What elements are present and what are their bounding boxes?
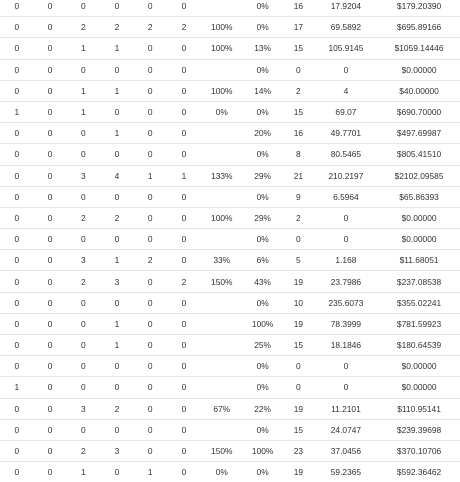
value-cell: 78.3999 [314, 313, 378, 334]
col-3-cell: 2 [66, 440, 100, 461]
col-6-cell: 0 [167, 292, 202, 313]
col-1-cell: 0 [0, 292, 34, 313]
col-2-cell: 0 [34, 186, 67, 207]
table-row [0, 207, 460, 228]
table-row [0, 165, 460, 186]
share-percent-cell: 100% [242, 313, 283, 334]
table-row [0, 419, 460, 440]
col-1-cell: 0 [0, 17, 34, 38]
col-1-cell: 0 [0, 229, 34, 250]
amount-cell: $690.70000 [378, 101, 460, 122]
amount-cell: $180.64539 [378, 335, 460, 356]
ratio-percent-cell [201, 356, 242, 377]
table-row [0, 250, 460, 271]
col-3-cell: 1 [66, 38, 100, 59]
value-cell: 49.7701 [314, 123, 378, 144]
col-4-cell: 0 [100, 186, 134, 207]
ratio-percent-cell [201, 229, 242, 250]
count-cell: 21 [283, 165, 314, 186]
value-cell: 11.2101 [314, 398, 378, 419]
value-cell: 0 [314, 229, 378, 250]
col-3-cell: 0 [66, 292, 100, 313]
col-6-cell: 0 [181, 467, 187, 478]
col-5-cell: 0 [134, 229, 167, 250]
col-4-cell: 3 [100, 271, 134, 292]
col-5-cell: 0 [134, 0, 167, 17]
col-5-cell: 0 [134, 59, 167, 80]
count-cell: 19 [283, 398, 314, 419]
col-6-cell: 0 [167, 144, 202, 165]
ratio-percent-cell: 133% [201, 165, 242, 186]
value-cell: 0 [314, 207, 378, 228]
col-1-cell: 0 [0, 356, 34, 377]
col-4-cell: 1 [100, 80, 134, 101]
col-2-cell: 0 [34, 123, 67, 144]
col-3-cell: 0 [66, 419, 100, 440]
col-2-cell: 0 [34, 377, 67, 398]
count-cell: 15 [283, 335, 314, 356]
col-6-cell: 0 [167, 123, 202, 144]
count-cell: 5 [283, 250, 314, 271]
col-6-cell: 0 [167, 101, 202, 122]
col-5-cell: 0 [134, 123, 167, 144]
col-4-cell: 1 [100, 313, 134, 334]
amount-cell: $2102.09585 [378, 165, 460, 186]
count-cell: 16 [283, 0, 314, 17]
amount-cell: $781.59923 [378, 313, 460, 334]
ratio-percent-cell [201, 292, 242, 313]
share-percent-cell: 22% [242, 398, 283, 419]
col-4-cell: 1 [100, 123, 134, 144]
col-5-cell: 1 [147, 467, 153, 478]
col-1-cell: 1 [0, 377, 34, 398]
share-percent-cell: 0% [242, 377, 283, 398]
value-cell: 80.5465 [314, 144, 378, 165]
share-percent-cell: 25% [242, 335, 283, 356]
count-cell: 2 [283, 80, 314, 101]
col-4-cell: 2 [100, 207, 134, 228]
col-6-cell: 0 [167, 207, 202, 228]
col-5-cell: 0 [134, 377, 167, 398]
col-4-cell: 2 [100, 398, 134, 419]
count-cell: 15 [283, 101, 314, 122]
ratio-percent-cell [201, 0, 242, 17]
col-2-cell: 0 [34, 250, 67, 271]
col-2-cell: 0 [34, 335, 67, 356]
col-3-cell: 3 [66, 398, 100, 419]
col-5-cell: 0 [134, 207, 167, 228]
value-cell: 1.168 [314, 250, 378, 271]
table-row [0, 38, 460, 59]
col-2-cell: 0 [34, 207, 67, 228]
col-1-cell: 0 [0, 186, 34, 207]
col-5-cell: 0 [134, 313, 167, 334]
col-3-cell: 1 [80, 467, 86, 478]
col-1-cell: 0 [0, 440, 34, 461]
ratio-percent-cell [201, 377, 242, 398]
col-4-cell: 0 [100, 292, 134, 313]
col-3-cell: 0 [66, 59, 100, 80]
count-cell: 8 [283, 144, 314, 165]
col-4-cell: 0 [100, 144, 134, 165]
col-4-cell: 3 [100, 440, 134, 461]
value-cell: 18.1846 [314, 335, 378, 356]
count-cell: 0 [283, 229, 314, 250]
col-4-cell: 0 [100, 101, 134, 122]
col-2-cell: 0 [34, 101, 67, 122]
share-percent-cell: 43% [242, 271, 283, 292]
value-cell: 69.5892 [314, 17, 378, 38]
col-5-cell: 0 [134, 80, 167, 101]
share-percent-cell: 0% [242, 229, 283, 250]
col-5-cell: 0 [134, 271, 167, 292]
table-row [0, 229, 460, 250]
col-3-cell: 0 [66, 186, 100, 207]
col-5-cell: 1 [134, 165, 167, 186]
col-1-cell: 0 [0, 38, 34, 59]
share-percent-cell: 0% [242, 356, 283, 377]
ratio-percent-cell: 67% [201, 398, 242, 419]
value-cell: 37.0456 [314, 440, 378, 461]
table-row [0, 0, 460, 17]
col-1-cell: 0 [0, 0, 34, 17]
col-4-cell: 2 [100, 17, 134, 38]
col-4-cell: 0 [100, 229, 134, 250]
count-cell: 2 [283, 207, 314, 228]
col-5-cell: 0 [134, 419, 167, 440]
col-4-cell: 0 [114, 467, 120, 478]
share-percent-cell: 0% [242, 59, 283, 80]
count-cell: 19 [283, 271, 314, 292]
col-1-cell: 0 [0, 419, 34, 440]
col-6-cell: 0 [167, 419, 202, 440]
amount-cell: $40.00000 [378, 80, 460, 101]
count-cell: 15 [283, 419, 314, 440]
col-2-cell: 0 [34, 292, 67, 313]
col-3-cell: 1 [66, 101, 100, 122]
amount-cell: $1059.14446 [378, 38, 460, 59]
col-1-cell: 0 [0, 59, 34, 80]
col-3-cell: 0 [66, 123, 100, 144]
col-2-cell: 0 [34, 144, 67, 165]
share-percent-cell: 100% [242, 440, 283, 461]
count-cell: 15 [283, 38, 314, 59]
col-6-cell: 0 [167, 38, 202, 59]
table-row [0, 377, 460, 398]
count-cell: 10 [283, 292, 314, 313]
col-6-cell: 0 [167, 80, 202, 101]
col-2-cell: 0 [34, 440, 67, 461]
col-5-cell: 0 [134, 38, 167, 59]
amount-cell: $239.39698 [378, 419, 460, 440]
col-2-cell: 0 [34, 38, 67, 59]
col-6-cell: 2 [167, 271, 202, 292]
ratio-percent-cell [201, 313, 242, 334]
share-percent-cell: 0% [242, 186, 283, 207]
ratio-percent-cell: 100% [201, 80, 242, 101]
count-cell: 23 [283, 440, 314, 461]
col-1-cell: 0 [0, 271, 34, 292]
col-5-cell: 0 [134, 186, 167, 207]
share-percent-cell: 0% [242, 17, 283, 38]
col-5-cell: 2 [134, 17, 167, 38]
col-2-cell: 0 [34, 356, 67, 377]
table-row [0, 271, 460, 292]
col-2-cell: 0 [34, 80, 67, 101]
col-5-cell: 0 [134, 440, 167, 461]
table-row [0, 144, 460, 165]
col-1-cell: 0 [0, 313, 34, 334]
col-1-cell: 0 [0, 144, 34, 165]
ratio-percent-cell: 0% [215, 467, 228, 478]
col-4-cell: 1 [100, 38, 134, 59]
table-row [0, 440, 460, 461]
value-cell: 17.9204 [314, 0, 378, 17]
col-3-cell: 0 [66, 356, 100, 377]
table-row [0, 462, 460, 482]
value-cell: 0 [314, 377, 378, 398]
ratio-percent-cell: 150% [201, 271, 242, 292]
col-6-cell: 0 [167, 377, 202, 398]
share-percent-cell: 29% [242, 207, 283, 228]
value-cell: 0 [314, 59, 378, 80]
value-cell: 0 [314, 356, 378, 377]
count-cell: 19 [283, 313, 314, 334]
count-cell: 17 [283, 17, 314, 38]
col-5-cell: 0 [134, 292, 167, 313]
ratio-percent-cell [201, 419, 242, 440]
share-percent-cell: 29% [242, 165, 283, 186]
ratio-percent-cell: 100% [201, 207, 242, 228]
share-percent-cell: 0% [242, 101, 283, 122]
col-6-cell: 0 [167, 356, 202, 377]
col-2-cell: 0 [34, 419, 67, 440]
col-3-cell: 1 [66, 80, 100, 101]
table-row [0, 313, 460, 334]
col-6-cell: 0 [167, 0, 202, 17]
col-6-cell: 2 [167, 17, 202, 38]
col-1-cell: 0 [14, 467, 20, 478]
table-row [0, 80, 460, 101]
col-2-cell: 0 [34, 59, 67, 80]
amount-cell: $0.00000 [378, 59, 460, 80]
col-1-cell: 0 [0, 335, 34, 356]
share-percent-cell: 0% [242, 0, 283, 17]
count-cell: 16 [283, 123, 314, 144]
col-3-cell: 2 [66, 207, 100, 228]
col-4-cell: 1 [100, 250, 134, 271]
col-2-cell: 0 [34, 229, 67, 250]
value-cell: 23.7986 [314, 271, 378, 292]
col-3-cell: 0 [66, 229, 100, 250]
col-6-cell: 0 [167, 186, 202, 207]
value-cell: 4 [314, 80, 378, 101]
col-2-cell: 0 [34, 271, 67, 292]
col-2-cell: 0 [34, 17, 67, 38]
col-1-cell: 0 [0, 80, 34, 101]
col-4-cell: 4 [100, 165, 134, 186]
table-row [0, 123, 460, 144]
amount-cell: $592.36462 [396, 467, 442, 478]
share-percent-cell: 20% [242, 123, 283, 144]
ratio-percent-cell [201, 186, 242, 207]
share-percent-cell: 14% [242, 80, 283, 101]
col-5-cell: 0 [134, 335, 167, 356]
table-row [0, 101, 460, 122]
value-cell: 59.2365 [330, 467, 362, 478]
ratio-percent-cell [201, 335, 242, 356]
amount-cell: $695.89166 [378, 17, 460, 38]
amount-cell: $0.00000 [378, 377, 460, 398]
count-cell: 9 [283, 186, 314, 207]
count-cell: 0 [283, 377, 314, 398]
value-cell: 105.9145 [314, 38, 378, 59]
col-4-cell: 0 [100, 59, 134, 80]
amount-cell: $179.20390 [378, 0, 460, 17]
col-4-cell: 0 [100, 419, 134, 440]
amount-cell: $355.02241 [378, 292, 460, 313]
col-1-cell: 0 [0, 165, 34, 186]
ratio-percent-cell: 150% [201, 440, 242, 461]
col-2-cell: 0 [34, 313, 67, 334]
amount-cell: $370.10706 [378, 440, 460, 461]
amount-cell: $110.95141 [378, 398, 460, 419]
table-row [0, 292, 460, 313]
col-2-cell: 0 [34, 165, 67, 186]
col-5-cell: 2 [134, 250, 167, 271]
ratio-percent-cell: 0% [201, 101, 242, 122]
share-percent-cell: 0% [242, 144, 283, 165]
col-6-cell: 0 [167, 335, 202, 356]
value-cell: 210.2197 [314, 165, 378, 186]
col-2-cell: 0 [34, 398, 67, 419]
col-1-cell: 0 [0, 250, 34, 271]
table-row [0, 398, 460, 419]
share-percent-cell: 13% [242, 38, 283, 59]
ratio-percent-cell: 100% [201, 38, 242, 59]
col-4-cell: 1 [100, 335, 134, 356]
share-percent-cell: 0% [242, 419, 283, 440]
col-6-cell: 0 [167, 440, 202, 461]
col-3-cell: 2 [66, 271, 100, 292]
col-2-cell: 0 [34, 0, 67, 17]
col-2-cell: 0 [47, 467, 53, 478]
col-6-cell: 0 [167, 59, 202, 80]
amount-cell: $65.86393 [378, 186, 460, 207]
value-cell: 24.0747 [314, 419, 378, 440]
ratio-percent-cell: 33% [201, 250, 242, 271]
col-3-cell: 0 [66, 335, 100, 356]
amount-cell: $0.00000 [378, 356, 460, 377]
share-percent-cell: 0% [242, 292, 283, 313]
col-4-cell: 0 [100, 377, 134, 398]
col-3-cell: 3 [66, 165, 100, 186]
col-3-cell: 0 [66, 313, 100, 334]
col-4-cell: 0 [100, 0, 134, 17]
ratio-percent-cell [201, 144, 242, 165]
col-5-cell: 0 [134, 356, 167, 377]
col-3-cell: 0 [66, 0, 100, 17]
table-row [0, 186, 460, 207]
amount-cell: $11.68051 [378, 250, 460, 271]
col-1-cell: 0 [0, 398, 34, 419]
col-1-cell: 1 [0, 101, 34, 122]
table-row [0, 17, 460, 38]
count-cell: 0 [283, 356, 314, 377]
ratio-percent-cell: 100% [201, 17, 242, 38]
col-6-cell: 0 [167, 313, 202, 334]
table-row [0, 59, 460, 80]
col-6-cell: 0 [167, 398, 202, 419]
amount-cell: $0.00000 [378, 229, 460, 250]
col-4-cell: 0 [100, 356, 134, 377]
ratio-percent-cell [201, 59, 242, 80]
col-5-cell: 0 [134, 101, 167, 122]
amount-cell: $0.00000 [378, 207, 460, 228]
col-6-cell: 1 [167, 165, 202, 186]
share-percent-cell: 6% [242, 250, 283, 271]
count-cell: 0 [283, 59, 314, 80]
value-cell: 69.07 [314, 101, 378, 122]
col-6-cell: 0 [167, 250, 202, 271]
col-5-cell: 0 [134, 398, 167, 419]
count-cell: 19 [293, 467, 304, 478]
col-3-cell: 3 [66, 250, 100, 271]
value-cell: 235.6073 [314, 292, 378, 313]
col-3-cell: 2 [66, 17, 100, 38]
amount-cell: $497.69987 [378, 123, 460, 144]
amount-cell: $237.08538 [378, 271, 460, 292]
table-row [0, 335, 460, 356]
amount-cell: $805.41510 [378, 144, 460, 165]
table-row [0, 356, 460, 377]
col-1-cell: 0 [0, 207, 34, 228]
col-1-cell: 0 [0, 123, 34, 144]
value-cell: 6.5964 [314, 186, 378, 207]
share-percent-cell: 0% [256, 467, 269, 478]
ratio-percent-cell [201, 123, 242, 144]
col-6-cell: 0 [167, 229, 202, 250]
col-5-cell: 0 [134, 144, 167, 165]
col-3-cell: 0 [66, 377, 100, 398]
col-3-cell: 0 [66, 144, 100, 165]
